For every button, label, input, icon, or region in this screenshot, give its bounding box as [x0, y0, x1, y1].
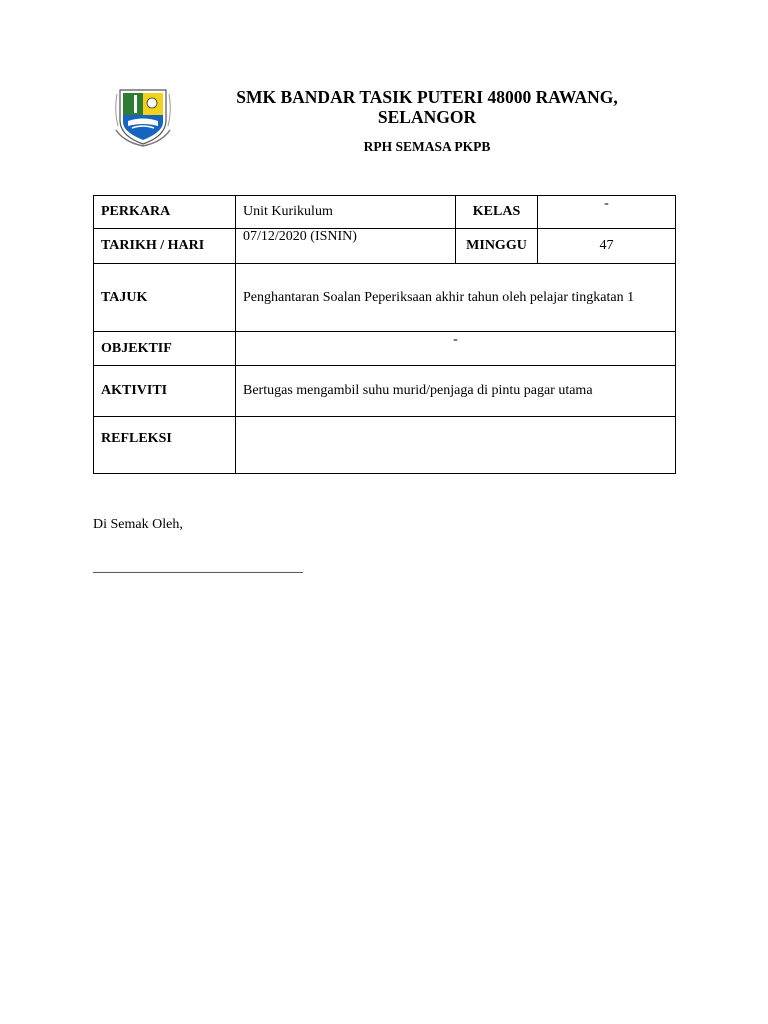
tajuk-label: TAJUK [94, 264, 236, 332]
tajuk-value: Penghantaran Soalan Peperiksaan akhir tahun oleh pelajar tingkatan 1 [236, 264, 676, 332]
minggu-label: MINGGU [456, 229, 538, 264]
tarikh-value: 07/12/2020 (ISNIN) [236, 229, 456, 264]
school-crest-icon [114, 86, 172, 148]
perkara-label: PERKARA [94, 196, 236, 229]
aktiviti-label: AKTIVITI [94, 366, 236, 417]
refleksi-label: REFLEKSI [94, 417, 236, 474]
objektif-label: OBJEKTIF [94, 332, 236, 366]
kelas-label: KELAS [456, 196, 538, 229]
kelas-value: - [538, 196, 676, 229]
rph-table [93, 195, 676, 474]
signature-line: ______________________________ [93, 560, 303, 575]
document-subtitle: RPH SEMASA PKPB [363, 139, 491, 154]
school-name-title: SMK BANDAR TASIK PUTERI 48000 RAWANG, SELANGOR [236, 87, 618, 127]
aktiviti-value: Bertugas mengambil suhu murid/penjaga di pintu pagar utama [236, 366, 676, 417]
refleksi-value [236, 417, 676, 474]
objektif-value: - [236, 332, 676, 366]
reviewed-by-label: Di Semak Oleh, [93, 517, 183, 532]
row-perkara [94, 196, 676, 229]
tarikh-label: TARIKH / HARI [94, 229, 236, 264]
row-tarikh [94, 229, 676, 264]
row-aktiviti [94, 366, 676, 417]
row-refleksi [94, 417, 676, 474]
row-tajuk [94, 264, 676, 332]
row-objektif [94, 332, 676, 366]
minggu-value: 47 [538, 229, 676, 264]
perkara-value: Unit Kurikulum [236, 196, 456, 229]
